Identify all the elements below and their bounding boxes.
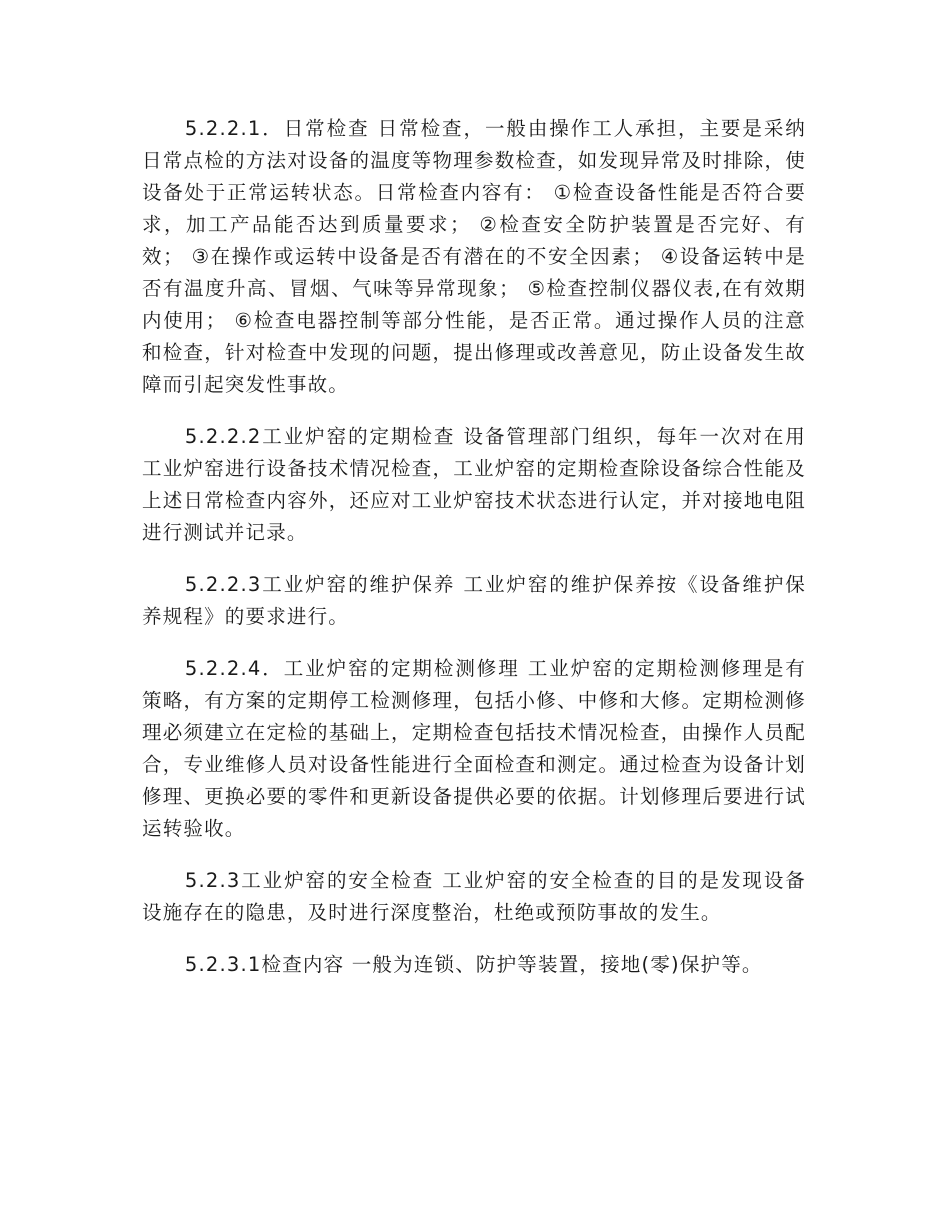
paragraph-body: 设备管理部门组织，每年一次对在用工业炉窑进行设备技术情况检查，工业炉窑的定期检查除设备综合性能及上述日常检查内容外，还应对工业炉窑技术状态进行认定，并对接地电阻进行测试并记录。 bbox=[142, 425, 806, 544]
section-heading-5-2-2-2: 5.2.2.2工业炉窑的定期检查 bbox=[184, 425, 456, 448]
section-heading-5-2-3-1: 5.2.3.1检查内容 bbox=[184, 953, 345, 976]
document-page bbox=[142, 113, 806, 981]
paragraph-body: 工业炉窑的定期检测修理是有策略，有方案的定期停工检测修理，包括小修、中修和大修。定期检测修理必须建立在定检的基础上，定期检查包括技术情况检查，由操作人员配合，专业维修人员对设备性能进行全面检查和测定。通过检查为设备计划修理、更换必要的零件和更新设备提供必要的依据。计划修理后要进行试运转验收。 bbox=[142, 657, 806, 840]
paragraph-body: 工业炉窑的维护保养按《设备维护保养规程》的要求进行。 bbox=[142, 573, 806, 628]
paragraph-safety-inspection bbox=[142, 865, 806, 929]
section-heading-5-2-2-4: 5.2.2.4．工业炉窑的定期检测修理 bbox=[184, 657, 520, 680]
paragraph-body: 一般为连锁、防护等装置，接地(零)保护等。 bbox=[344, 953, 763, 976]
paragraph-inspection-content bbox=[142, 949, 806, 981]
paragraph-daily-inspection bbox=[142, 113, 806, 401]
paragraph-body: 工业炉窑的安全检查的目的是发现设备设施存在的隐患，及时进行深度整治，杜绝或预防事故的发生。 bbox=[142, 869, 806, 924]
paragraph-maintenance bbox=[142, 569, 806, 633]
paragraph-body: 日常检查，一般由操作工人承担，主要是采纳日常点检的方法对设备的温度等物理参数检查，如发现异常及时排除，使设备处于正常运转状态。日常检查内容有： ①检查设备性能是否符合要求，加工产品能否达到质量要求； ②检查安全防护装置是否完好、有效； ③在操作或运转中设备是否有潜在的不安全因素； ④设备运转中是否有温度升高、冒烟、气味等异常现象； ⑤检查控制仪器仪表,在有效期内使用； ⑥检查电器控制等部分性能，是否正常。通过操作人员的注意和检查，针对检查中发现的问题，提出修理或改善意见，防止设备发生故障而引起突发性事故。 bbox=[142, 117, 806, 396]
paragraph-periodic-inspection bbox=[142, 421, 806, 549]
section-heading-5-2-3: 5.2.3工业炉窑的安全检查 bbox=[184, 869, 435, 892]
section-heading-5-2-2-3: 5.2.2.3工业炉窑的维护保养 bbox=[184, 573, 456, 596]
section-heading-5-2-2-1: 5.2.2.1．日常检查 bbox=[184, 117, 370, 140]
paragraph-periodic-repair bbox=[142, 653, 806, 845]
